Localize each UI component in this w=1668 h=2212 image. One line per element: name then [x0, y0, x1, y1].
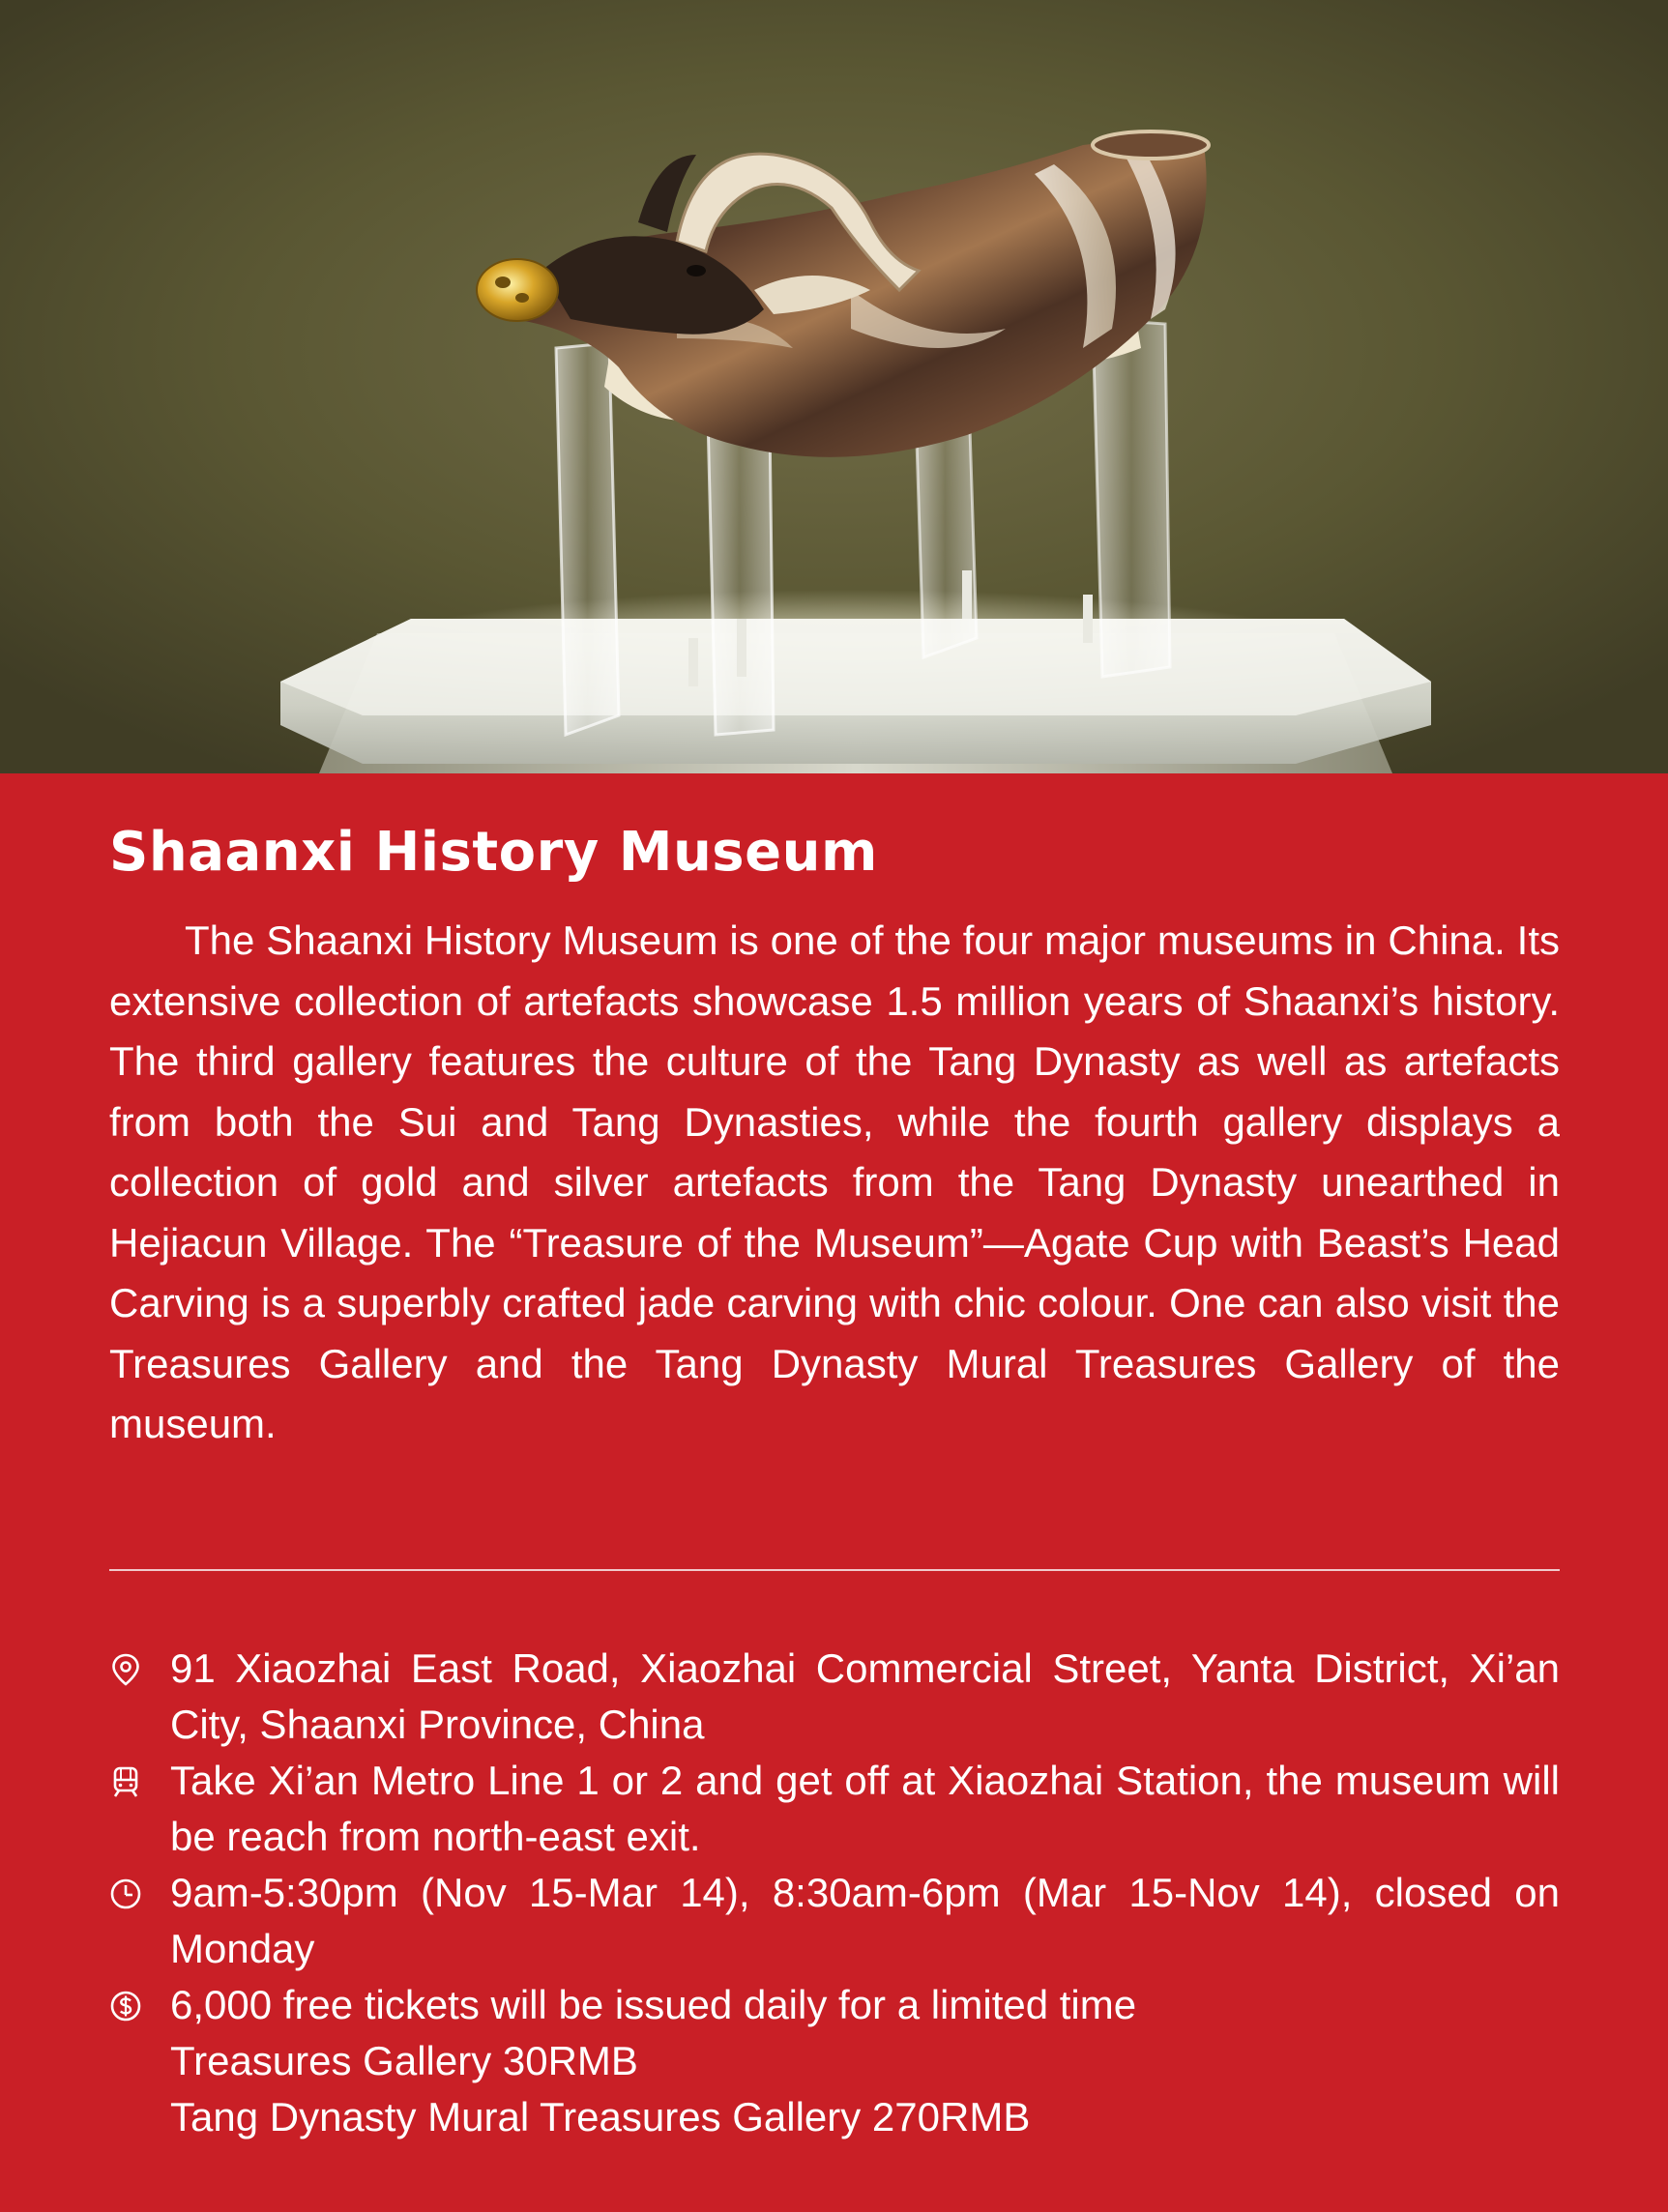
- visitor-info-list: [109, 1641, 1560, 2145]
- hours-row: [109, 1865, 1560, 1977]
- clock-icon: [109, 1877, 142, 1910]
- tickets-row: [109, 1977, 1560, 2145]
- museum-details-panel: [0, 773, 1668, 2212]
- section-divider: [109, 1569, 1560, 1571]
- metro-train-icon: [109, 1765, 142, 1798]
- transport-row: [109, 1753, 1560, 1865]
- ticket-line-mural: Tang Dynasty Mural Treasures Gallery 270RMB: [170, 2094, 1031, 2139]
- address-text: 91 Xiaozhai East Road, Xiaozhai Commercial Street, Yanta District, Xi’an City, Shaanxi Province, China: [170, 1645, 1560, 1747]
- dollar-coin-icon: [109, 1990, 142, 2023]
- ticket-line-free: 6,000 free tickets will be issued daily for a limited time: [170, 1982, 1137, 2027]
- location-pin-icon: [109, 1653, 142, 1686]
- museum-title: Shaanxi History Museum: [109, 821, 878, 884]
- ticket-line-treasures: Treasures Gallery 30RMB: [170, 2038, 638, 2083]
- transport-text: Take Xi’an Metro Line 1 or 2 and get off at Xiaozhai Station, the museum will be reach from north-east exit.: [170, 1758, 1560, 1859]
- artefact-photo: [0, 0, 1668, 773]
- museum-description: The Shaanxi History Museum is one of the four major museums in China. Its extensive collection of artefacts showcase 1.5 million years of Shaanxi’s history. The third gallery features the culture of the Tang Dynasty as well as artefacts from both the Sui and Tang Dynasties, while the fourth gallery displays a collection of gold and silver artefacts from the Tang Dynasty unearthed in Hejiacun Village. The “Treasure of the Museum”—Agate Cup with Beast’s Head Carving is a superbly crafted jade carving with chic colour. One can also visit the Treasures Gallery and the Tang Dynasty Mural Treasures Gallery of the museum.: [109, 917, 1560, 1446]
- agate-cup-illustration: [0, 0, 1668, 773]
- hours-text: 9am-5:30pm (Nov 15-Mar 14), 8:30am-6pm (Mar 15-Nov 14), closed on Monday: [170, 1870, 1560, 1971]
- address-row: [109, 1641, 1560, 1753]
